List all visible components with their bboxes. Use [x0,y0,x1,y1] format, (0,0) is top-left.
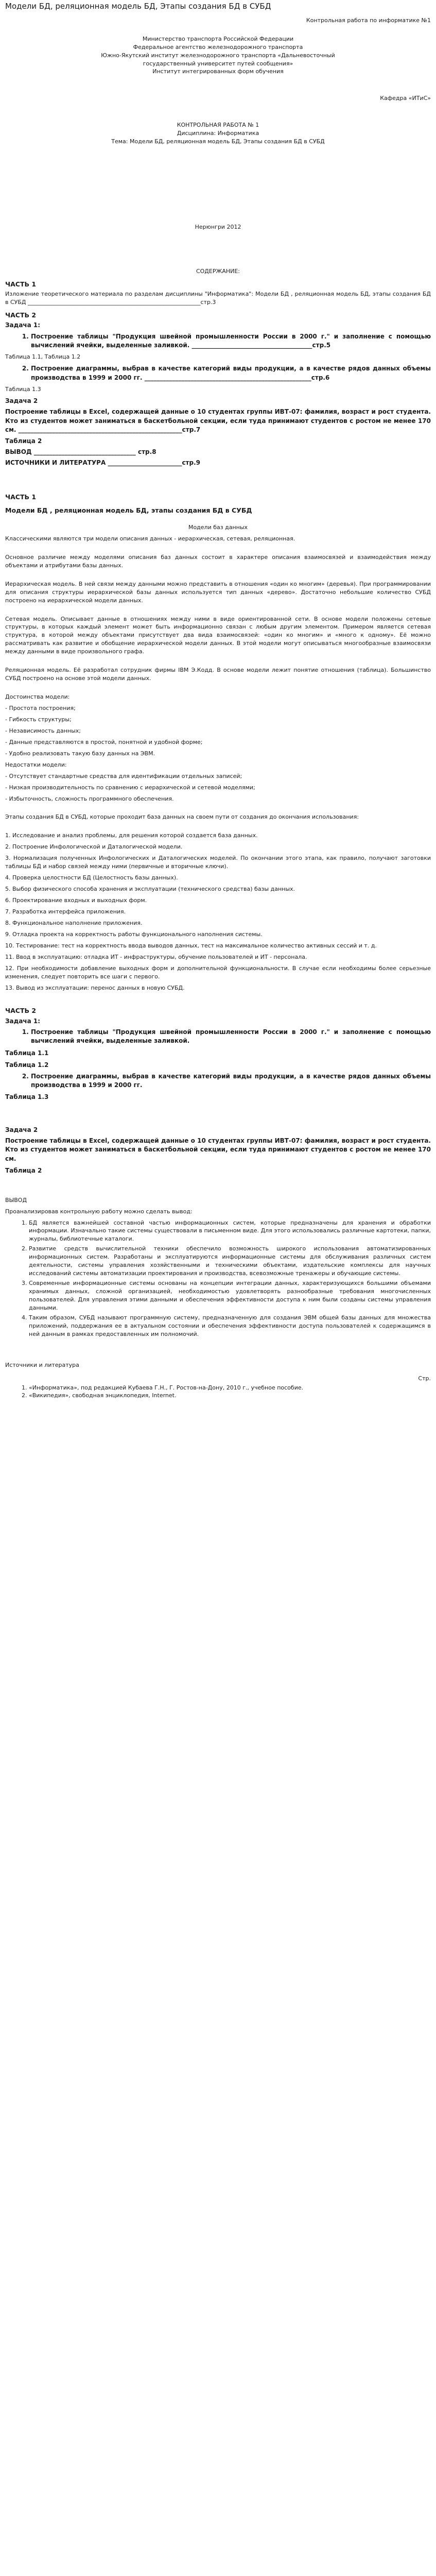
stage-item: 4. Проверка целостности БД (Целостность базы данных). [5,874,178,882]
cover-city-year: Нерюнгри 2012 [195,224,241,231]
part2-table11: Таблица 1.1 [5,1049,49,1057]
stage-item: 2. Построение Инфологической и Даталогической модели. [5,843,183,851]
part2-table12: Таблица 1.2 [5,1061,49,1069]
disadvantage-item: - Избыточность, сложность программного обеспечения. [5,795,174,802]
part1-section [5,493,431,1003]
cover-topic: Тема: Модели БД, реляционная модель БД, Этапы создания БД в СУБД [111,138,325,145]
cover-org-line-2: Федеральное агентство железнодорожного транспорта [133,43,303,50]
toc-table2: Таблица 2 [5,437,42,445]
part2-task2-label: Задача 2 [5,1126,38,1133]
toc-heading: СОДЕРЖАНИЕ: [196,268,240,275]
reference-item: 1. «Информатика», под редакцией Кубаева Г.Н., Г. Ростов-на-Дону, 2010 г., учебное пособие. [29,1384,431,1392]
toc-task1-list-2 [5,364,431,382]
toc-tables-line: Таблица 1.1, Таблица 1.2 [5,353,81,361]
stage-item: 8. Функциональное наполнение приложения. [5,919,143,926]
part1-paragraph-2: Основное различие между моделями описания баз данных состоит в характере описания взаимосвязей и взаимодействия между объектами и атрибутами базы данных. [5,553,431,569]
conclusion-item: 2. Развитие средств вычислительной техники обеспечило возможность широкого использования автоматизированных информационных систем. Разработаны и эксплуатируются информационные системы для обслуживания различных систем деятельности, системы управления хозяйственными и техническими объектами, издательские комплексы для научных исследований системы автоматизации проектирования и производства, всевозможные тренажеры и обучающие системы. [29,1245,431,1278]
part2-task1-item-1: 1. Построение таблицы "Продукция швейной промышленности России в 2000 г." и заполнение с помощью вычислений ячейки, выделенные заливкой. [31,1028,431,1046]
advantage-item: - Данные представляются в простой, понятной и удобной форме; [5,738,203,745]
cover-work-title: КОНТРОЛЬНАЯ РАБОТА № 1 [177,122,259,129]
part1-label: ЧАСТЬ 1 [5,493,37,501]
advantage-item: - Простота построения; [5,705,76,711]
part2-task1-label: Задача 1: [5,1017,41,1025]
stage-item: 12. При необходимости добавление выходных форм и дополнительной функциональности. В случае если необходимы более серьезные изменения, следует повторить все шаги с первого. [5,964,431,980]
part1-paragraph-4: Сетевая модель. Описывает данные в отношениях между ними в виде ориентированной сети. В основе модели положены сетевые структуры, в которых каждый элемент может быть информационно связан с любым другим элементом. Примером является сетевая структура, в которой между объектами присутствует два вида взаимосвязей: «один ко многим» и «много к одному». Её можно рассматривать как развитие и обобщение иерархической модели данных. В этой модели могут описываться многообразные взаимосвязи между данными в виде произвольного графа. [5,615,431,655]
advantages-label: Достоинства модели: [5,693,70,701]
page-footer: Стр. [418,1375,431,1382]
toc-part1-label: ЧАСТЬ 1 [5,280,37,288]
advantage-item: - Независимость данных; [5,727,81,734]
cover-discipline: Дисциплина: Информатика [177,130,259,137]
conclusion-intro: Проанализировав контрольную работу можно сделать вывод: [5,1208,193,1215]
cover-org-line-4: государственный университет путей сообщения» [143,60,293,67]
part2-task2-text: Построение таблицы в Excel, содержащей данные о 10 студентах группы ИВТ-07: фамилия, возраст и рост студента. Кто из студентов может заниматься в баскетбольной секции, если туда принимают студентов с ростом не менее 170 см. [5,1137,431,1162]
cover-section [5,16,431,267]
toc-part1-text: Изложение теоретического материала по разделам дисциплины "Информатика": Модели БД , реляционная модель БД, этапы создания БД в СУБД _____________________________________________________________стр.3 [5,291,431,306]
part2-label: ЧАСТЬ 2 [5,1007,37,1015]
stage-item: 1. Исследование и анализ проблемы, для решения которой создается база данных. [5,832,258,839]
toc-part2-label: ЧАСТЬ 2 [5,311,37,319]
stage-item: 7. Разработка интерфейса приложения. [5,908,126,915]
toc-task1-item: 1. Построение таблицы "Продукция швейной промышленности России в 2000 г." и заполнение с помощью вычислений ячейки, выделенные заливкой. _______________________________________стр.5 [31,332,431,350]
stage-item: 6. Проектирование входных и выходных форм. [5,897,147,904]
disadvantage-item: - Низкая производительность по сравнению с иерархической и сетевой моделями; [5,784,255,791]
toc-task2-label: Задача 2 [5,397,38,404]
part2-task1-item-2: 2. Построение диаграммы, выбрав в качестве категорий виды продукции, а в качестве рядов данных объемы производства в 1999 и 2000 гг. [31,1072,431,1090]
toc-task1-label: Задача 1: [5,321,41,329]
part2-table2: Таблица 2 [5,1167,42,1175]
cover-top-right: Контрольная работа по информатике №1 [306,16,431,24]
toc-task1-item-2: 2. Построение диаграммы, выбрав в качестве категорий виды продукции, а в качестве рядов данных объемы производства в 1999 и 2000 гг. ______________________________________________________стр.6 [31,364,431,382]
disadvantages-label: Недостатки модели: [5,761,67,768]
part2-task1-list [5,1028,431,1046]
toc-table13: Таблица 1.3 [5,386,41,393]
conclusion-item: 3. Современные информационные системы основаны на концепции интеграции данных, характеризующихся большими объемами хранимых данных, сложной организацией, необходимостью удовлетворять разнообразные требования многочисленных пользователей. Для управления этими данными и обеспечения эффективности доступа к ним были созданы системы управления данными. [29,1279,431,1312]
stages-intro: Этапы создания БД в СУБД, которые проходит база данных на своем пути от создания до окончания использования: [5,814,359,821]
toc-task1-list [5,332,431,350]
stage-item: 5. Выбор физического способа хранения и эксплуатации (технического средства) базы данных. [5,886,295,893]
advantage-item: - Гибкость структуры; [5,716,72,723]
toc-section [5,267,431,488]
cover-org-line-5: Институт интегрированных форм обучения [152,68,284,75]
part1-paragraph-5: Реляционная модель. Её разработал сотрудник фирмы IBM Э.Кодд. В основе модели лежит понятие отношения (таблица). Большинство СУБД построено на основе этой модели данных. [5,667,431,682]
part2-section [5,1006,431,1196]
conclusion-item: 4. Таким образом, СУБД называют программную систему, предназначенную для создания ЭВМ общей базы данных для множества приложений, поддержания ее в актуальном состоянии и обеспечения эффективности доступа пользователей к содержащимся в ней данным в рамках предоставленных им полномочий. [29,1314,431,1338]
references-list [5,1384,431,1400]
conclusion-heading: ВЫВОД [5,1196,27,1204]
part1-paragraph-1: Классическими являются три модели описания данных - иерархическая, сетевая, реляционная. [5,535,295,542]
disadvantage-item: - Отсутствует стандартные средства для идентификации отдельных записей; [5,772,242,779]
stage-item: 9. Отладка проекта на корректность работы функционального наполнения системы. [5,930,263,938]
toc-conclusion: ВЫВОД _________________________________ стр.8 [5,448,156,455]
toc-task2-text: Построение таблицы в Excel, содержащей данные о 10 студентах группы ИВТ-07: фамилия, возраст и рост студента. Кто из студентов может заниматься в баскетбольной секции, если туда принимают студентов с ростом не менее 170 см. _____________________________________________________стр.7 [5,408,431,434]
toc-refs: ИСТОЧНИКИ И ЛИТЕРАТУРА ________________________стр.9 [5,459,201,467]
references-section [5,1361,431,1400]
references-heading: Источники и литература [5,1361,79,1368]
part1-heading: Модели БД , реляционная модель БД, этапы создания БД в СУБД [5,506,252,514]
advantage-item: - Удобно реализовать такую базу данных на ЭВМ. [5,750,155,757]
stage-item: 13. Вывод из эксплуатации: перенос данных в новую СУБД. [5,984,185,991]
document-page [0,1,436,1411]
conclusion-section [5,1196,431,1361]
stage-item: 10. Тестирование: тест на корректность ввода выводов данных, тест на максимальное количество активных сессий и т. д. [5,942,377,949]
stage-item: 3. Нормализация полученных Инфологических и Даталогических моделей. По окончании этого этапа, как правило, получают заготовки таблицы БД и набор связей между ними (первичные и вторичные ключи). [5,855,431,870]
cover-org-line-3: Южно-Якутский институт железнодорожного транспорта «Дальневосточный [101,52,335,59]
cover-org-line-1: Министерство транспорта Российской Федерации [142,35,294,42]
conclusion-list [5,1219,431,1338]
part2-table13: Таблица 1.3 [5,1093,49,1101]
part1-paragraph-3: Иерархическая модель. В ней связи между данными можно представить в отношения «один ко многим» (деревья). При программировании для описания структуры иерархической базы данных используется тип данных «дерево». Достаточно небольшие количество СУБД построено на иерархической модели данных. [5,580,431,604]
cover-department: Кафедра «ИТиС» [380,95,431,102]
part1-section-title: Модели баз данных [188,523,248,531]
conclusion-item: 1. БД является важнейшей составной частью информационных систем, которые предназначены для хранения и обработки информации. Изначально такие системы существовали в письменном виде. Для этого использовались различные картотеки, папки, журналы, библиотечные каталоги. [29,1219,431,1244]
document-title: Модели БД, реляционная модель БД, Этапы создания БД в СУБД [5,2,271,11]
stage-item: 11. Ввод в эксплуатацию: отладка ИТ - инфраструктуры, обучение пользователей и ИТ - персонала. [5,953,307,960]
part2-task1-list-2 [5,1072,431,1090]
reference-item: 2. «Википедия», свободная энциклопедия, Internet. [29,1392,431,1400]
